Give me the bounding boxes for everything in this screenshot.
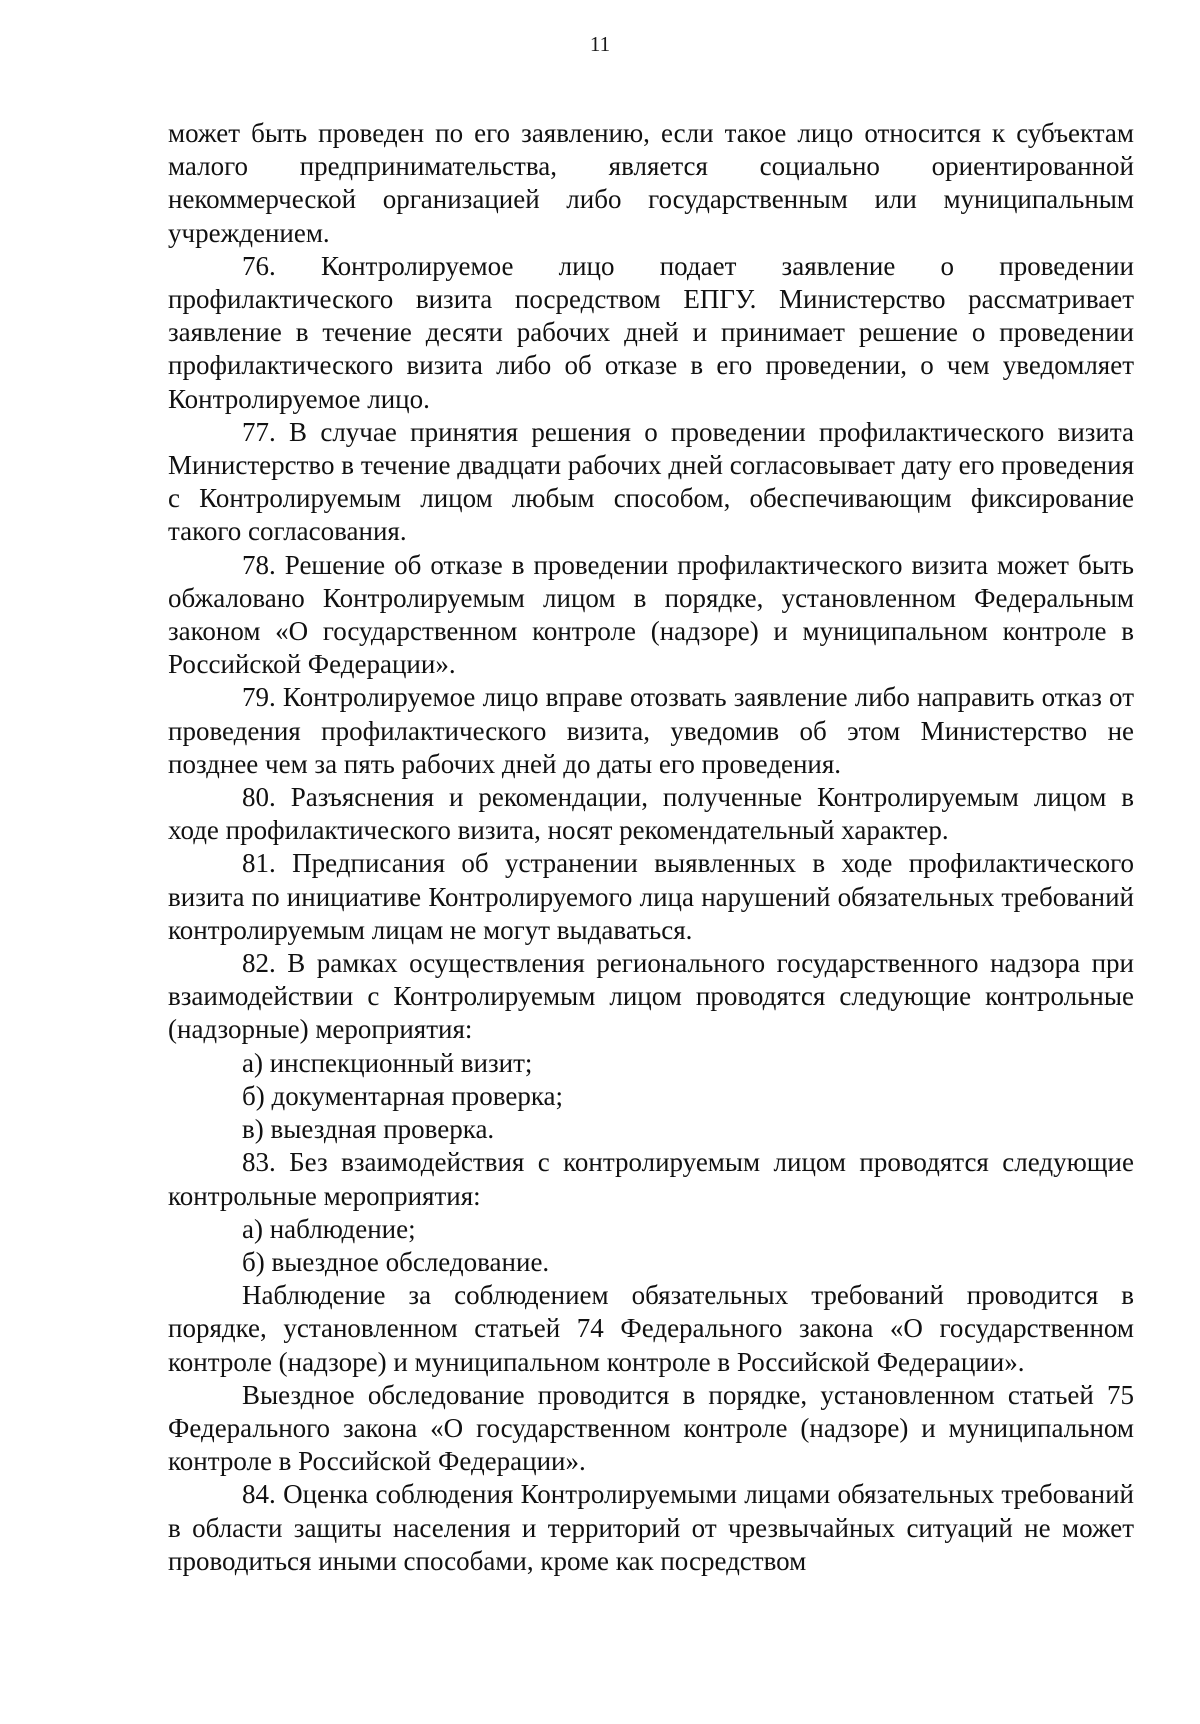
paragraph: а) инспекционный визит; — [242, 1047, 533, 1078]
paragraph: 77. В случае принятия решения о проведении профилактического визита Министерство в течение двадцати рабочих дней согласовывает дату его проведения с Контролируемым лицом любым способом, обеспечивающим фиксирование такого согласования. — [168, 416, 1134, 547]
paragraph: 82. В рамках осуществления регионального государственного надзора при взаимодействии с Контролируемым лицом проводятся следующие контрольные (надзорные) мероприятия: — [168, 948, 1134, 1045]
paragraph: 81. Предписания об устранении выявленных в ходе профилактического визита по инициативе Контролируемого лица нарушений обязательных требований контролируемым лицам не могут выдаваться. — [168, 848, 1134, 945]
paragraph: б) документарная проверка; — [242, 1080, 564, 1111]
paragraph: 79. Контролируемое лицо вправе отозвать заявление либо направить отказ от проведения профилактического визита, уведомив об этом Министерство не позднее чем за пять рабочих дней до даты его проведения. — [168, 682, 1134, 779]
paragraph: Наблюдение за соблюдением обязательных требований проводится в порядке, установленном статьей 74 Федерального закона «О государственном контроле (надзоре) и муниципальном контроле в Российской Федерации». — [168, 1280, 1134, 1377]
paragraph: 83. Без взаимодействия с контролируемым лицом проводятся следующие контрольные мероприятия: — [168, 1147, 1134, 1211]
paragraph: б) выездное обследование. — [242, 1246, 550, 1277]
paragraph: в) выездная проверка. — [242, 1114, 495, 1145]
document-body — [168, 117, 1134, 1578]
paragraph: Выездное обследование проводится в порядке, установленном статьей 75 Федерального закона «О государственном контроле (надзоре) и муниципальном контроле в Российской Федерации». — [168, 1379, 1134, 1477]
paragraph: 76. Контролируемое лицо подает заявление о проведении профилактического визита посредством ЕПГУ. Министерство рассматривает заявление в течение десяти рабочих дней и принимает решение о проведении профилактического визита либо об отказе в его проведении, о чем уведомляет Контролируемое лицо. — [168, 250, 1134, 414]
paragraph: может быть проведен по его заявлению, если такое лицо относится к субъектам малого предпринимательства, является социально ориентированной некоммерческой организацией либо государственным или муниципальным учреждением. — [168, 118, 1134, 248]
paragraph: 80. Разъяснения и рекомендации, полученные Контролируемым лицом в ходе профилактического визита, носят рекомендательный характер. — [168, 782, 1134, 846]
page-number: 11 — [589, 32, 611, 56]
paragraph: 84. Оценка соблюдения Контролируемыми лицами обязательных требований в области защиты населения и территорий от чрезвычайных ситуаций не может проводиться иными способами, кроме как посредством — [168, 1479, 1134, 1576]
paragraph: а) наблюдение; — [242, 1213, 416, 1244]
paragraph: 78. Решение об отказе в проведении профилактического визита может быть обжаловано Контролируемым лицом в порядке, установленном Федеральным законом «О государственном контроле (надзоре) и муниципальном контроле в Российской Федерации». — [168, 549, 1134, 680]
